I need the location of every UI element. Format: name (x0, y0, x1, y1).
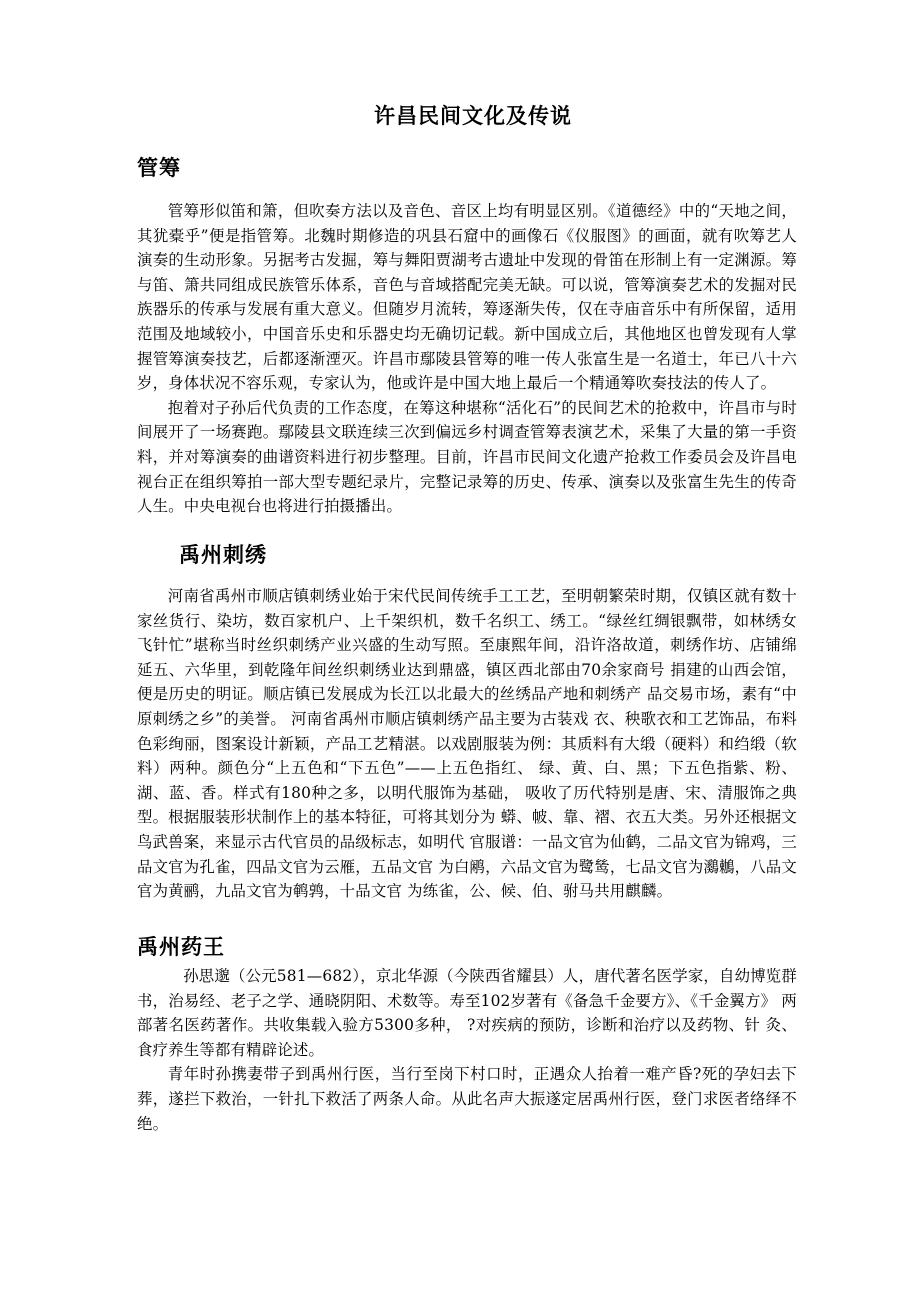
section-body-guanchou (137, 199, 797, 519)
paragraph: 青年时孙携妻带子到禹州行医，当行至岗下村口时，正遇众人抬着一难产昏?死的孕妇去下葬，遂拦下救治，一针扎下救活了两条人命。从此名声大振遂定居禹州行医，登门求医者络绎不绝。 (137, 1065, 797, 1133)
paragraph: 管筹形似笛和箫，但吹奏方法以及音色、音区上均有明显区别。《道德经》中的“天地之间，其犹橐乎”便是指管筹。北魏时期修造的巩县石窟中的画像石《仪服图》的画面，就有吹筹艺人演奏的生动形象。另据考古发掘，筹与舞阳贾湖考古遗址中发现的骨笛在形制上有一定渊源。筹与笛、箫共同组成民族管乐体系，音色与音域搭配完美无缺。可以说，管筹演奏艺术的发掘对民族器乐的传承与发展有重大意义。但随岁月流转，筹逐渐失传，仅在寺庙音乐中有所保留，适用范围及地域较小，中国音乐史和乐器史均无确切记载。新中国成立后，其他地区也曾发现有人掌握管筹演奏技艺，后都逐渐湮灭。许昌市鄢陵县管筹的唯一传人张富生是一名道士，年已八十六岁，身体状况不容乐观，专家认为，他或许是中国大地上最后一个精通筹吹奏技法的传人了。 (137, 202, 797, 393)
section-heading-guanchou: 管筹 (137, 156, 181, 180)
section-heading-yuzhou-embroidery: 禹州刺绣 (179, 543, 267, 567)
paragraph: 抱着对子孙后代负责的工作态度，在筹这种堪称“活化石”的民间艺术的抢救中，许昌市与时间展开了一场赛跑。鄢陵县文联连续三次到偏远乡村调查管筹表演艺术，采集了大量的第一手资料，并对筹演奏的曲谱资料进行初步整理。目前，许昌市民间文化遗产抢救工作委员会及许昌电视台正在组织筹拍一部大型专题纪录片，完整记录筹的历史、传承、演奏以及张富生先生的传奇人生。中央电视台也将进行拍摄播出。 (137, 398, 797, 516)
paragraph: 河南省禹州市顺店镇刺绣业始于宋代民间传统手工工艺，至明朝繁荣时期，仅镇区就有数十家丝货行、染坊，数百家机户、上千架织机，数千名织工、绣工。“绿丝红绸银飘带，如林绣女飞针忙”堪称当时丝织刺绣产业兴盛的生动写照。至康熙年间，沿许洛故道，刺绣作坊、店铺绵延五、六华里，到乾隆年间丝织刺绣业达到鼎盛，镇区西北部由70余家商号 捐建的山西会馆，便是历史的明证。顺店镇已发展成为长江以北最大的丝绣品产地和刺绣产 品交易市场，素有“中原刺绣之乡”的美誉。 河南省禹州市顺店镇刺绣产品主要为古装戏 衣、秧歌衣和工艺饰品，布料色彩绚丽，图案设计新颖，产品工艺精湛。以戏剧服装为例：其质料有大缎（硬料）和绉缎（软料）两种。颜色分“上五色和“下五色”——上五色指红、 绿、黄、白、黑；下五色指紫、粉、湖、蓝、香。样式有180种之多，以明代服饰为基础， 吸收了历代特别是唐、宋、清服饰之典型。根据服装形状制作上的基本特征，可将其划分为 蟒、帔、靠、褶、衣五大类。另外还根据文鸟武兽案，来显示古代官员的品级标志，如明代 官服谱：一品文官为仙鹤，二品文官为锦鸡，三品文官为孔雀，四品文官为云雁，五品文官 为白鹇，六品文官为鹭鸶，七品文官为鸂鶒，八品文官为黄鹂，九品文官为鹌鹑，十品文官 为练雀，公、候、伯、驸马共用麒麟。 (137, 587, 798, 901)
paragraph: 孙思邈（公元581—682），京北华源（今陕西省耀县）人，唐代著名医学家，自幼博览群 书，治易经、老子之学、通晓阴阳、术数等。寿至102岁著有《备急千金要方》、《千金翼方》 两部著名医药著作。共收集载入验方5300多种， ?对疾病的预防，诊断和治疗以及药物、针 灸、食疗养生等都有精辟论述。 (137, 967, 797, 1059)
document-title: 许昌民间文化及传说 (374, 103, 572, 128)
section-body-yuzhou-embroidery (137, 584, 797, 904)
section-heading-yuzhou-yaowang: 禹州药王 (137, 935, 225, 959)
section-body-yuzhou-yaowang (137, 964, 797, 1136)
